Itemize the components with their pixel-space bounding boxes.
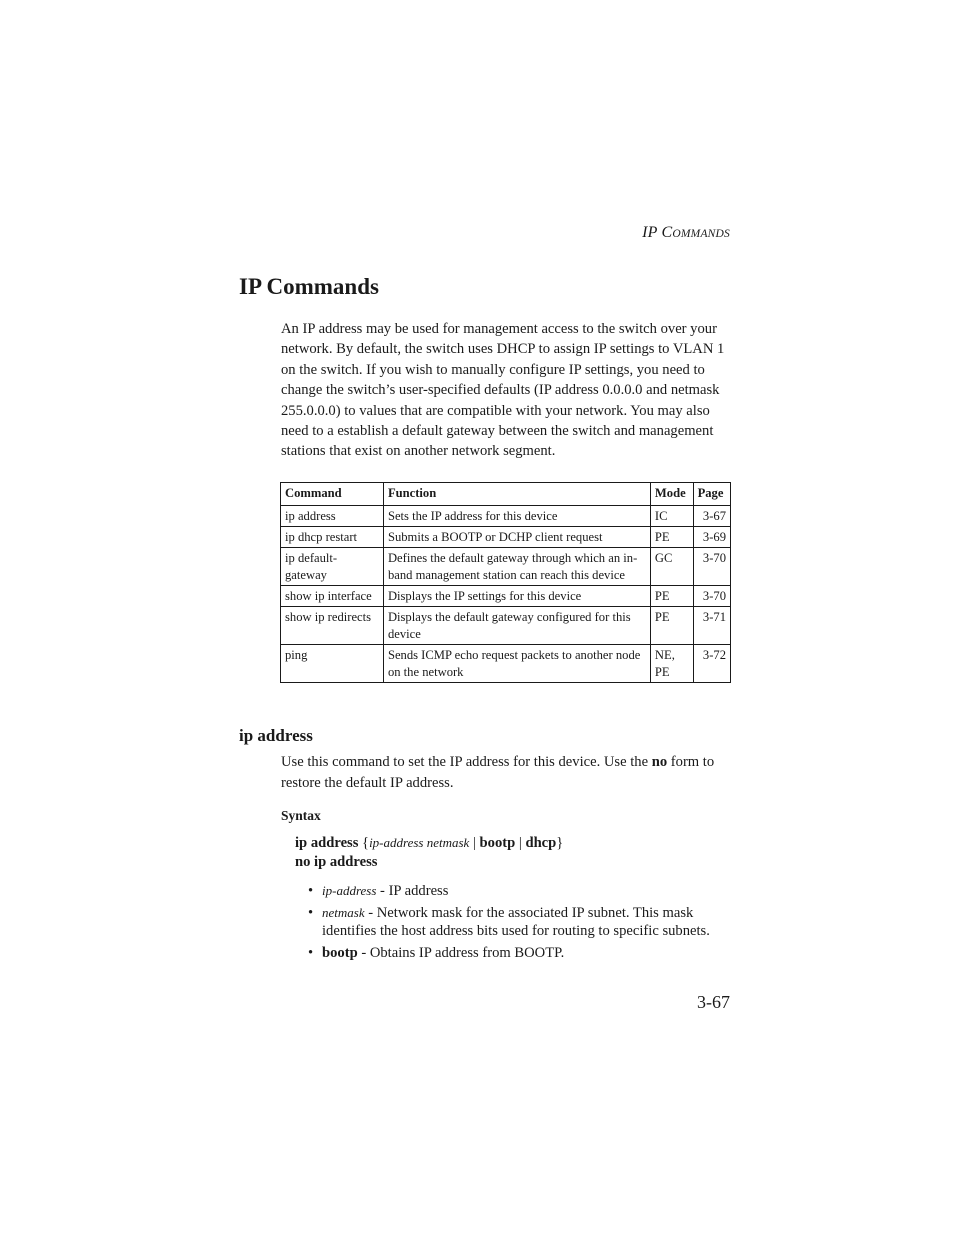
cell-command: ip default-gateway	[281, 548, 384, 586]
table-row	[281, 527, 731, 548]
cell-page: 3-67	[693, 506, 730, 527]
running-header-initial: C	[661, 224, 673, 241]
syntax-command: ip address	[295, 835, 359, 851]
cell-page: 3-70	[693, 586, 730, 607]
cell-function: Defines the default gateway through which an in-band management station can reach this device	[383, 548, 650, 586]
param-desc: - IP address	[376, 883, 449, 899]
syntax-no-command: no ip address	[295, 854, 378, 870]
list-item	[308, 904, 733, 941]
command-table	[280, 482, 731, 683]
cell-command: show ip interface	[281, 586, 384, 607]
table-header-row	[281, 483, 731, 506]
header-page: Page	[693, 483, 730, 506]
cell-command: show ip redirects	[281, 607, 384, 645]
cell-mode: IC	[650, 506, 693, 527]
syntax-open-brace: {	[358, 835, 370, 851]
cell-command: ip dhcp restart	[281, 527, 384, 548]
param-term: ip-address	[322, 883, 377, 898]
cell-page: 3-70	[693, 548, 730, 586]
cell-command: ip address	[281, 506, 384, 527]
description-text: Use this command to set the IP address for this device. Use the	[281, 754, 652, 770]
param-desc: - Network mask for the associated IP subnet. This mask identifies the host address bits used for routing to specific subnets.	[322, 904, 710, 939]
syntax-line	[295, 835, 563, 852]
description-text-end: form to restore the default IP address.	[281, 754, 715, 791]
section-title: ip address	[239, 726, 313, 745]
cell-mode: NE, PE	[650, 645, 693, 683]
intro-paragraph: An IP address may be used for management access to the switch over your network. By default, the switch uses DHCP to assign IP settings to VLAN 1 on the switch. If you wish to manually configure IP settings, you need to change the switch’s user-specified defaults (IP address 0.0.0.0 and netmask 255.0.0.0) to values that are compatible with your network. You may also need to a establish a default gateway between the switch and management stations that exist on another network segment.	[281, 321, 725, 460]
table-row	[281, 645, 731, 683]
list-item	[308, 944, 733, 963]
syntax-argument: ip-address netmask	[369, 835, 470, 850]
table-row	[281, 506, 731, 527]
param-term: bootp	[322, 944, 358, 961]
running-header	[642, 224, 730, 242]
cell-function: Sets the IP address for this device	[383, 506, 650, 527]
cell-function: Sends ICMP echo request packets to another node on the network	[383, 645, 650, 683]
cell-mode: GC	[650, 548, 693, 586]
header-mode: Mode	[650, 483, 693, 506]
table-row	[281, 548, 731, 586]
cell-function: Submits a BOOTP or DCHP client request	[383, 527, 650, 548]
cell-page: 3-69	[693, 527, 730, 548]
parameter-list	[308, 882, 733, 965]
bullet-icon: •	[308, 883, 314, 899]
bullet-icon: •	[308, 944, 314, 961]
cell-mode: PE	[650, 586, 693, 607]
running-header-ip: IP	[642, 224, 658, 241]
running-header-smallcaps: OMMANDS	[672, 228, 730, 240]
syntax-option-bootp: bootp	[479, 835, 516, 851]
header-function: Function	[383, 483, 650, 506]
table-row	[281, 586, 731, 607]
cell-command: ping	[281, 645, 384, 683]
syntax-heading: Syntax	[281, 808, 321, 823]
cell-function: Displays the IP settings for this device	[383, 586, 650, 607]
syntax-separator: |	[515, 835, 526, 851]
page-title: IP Commands	[239, 274, 379, 299]
param-desc: - Obtains IP address from BOOTP.	[357, 944, 565, 961]
section-description	[281, 752, 733, 794]
header-command: Command	[281, 483, 384, 506]
syntax-option-dhcp: dhcp	[525, 835, 557, 851]
cell-page: 3-71	[693, 607, 730, 645]
page-number: 3-67	[697, 992, 730, 1012]
cell-mode: PE	[650, 527, 693, 548]
cell-function: Displays the default gateway configured for this device	[383, 607, 650, 645]
param-term: netmask	[322, 904, 365, 920]
syntax-close-brace: }	[556, 835, 564, 851]
syntax-no-form	[295, 854, 377, 871]
cell-mode: PE	[650, 607, 693, 645]
bullet-icon: •	[308, 904, 314, 921]
description-no-keyword: no	[651, 754, 668, 770]
cell-page: 3-72	[693, 645, 730, 683]
list-item	[308, 882, 733, 901]
table-row	[281, 607, 731, 645]
syntax-separator: |	[469, 835, 480, 851]
